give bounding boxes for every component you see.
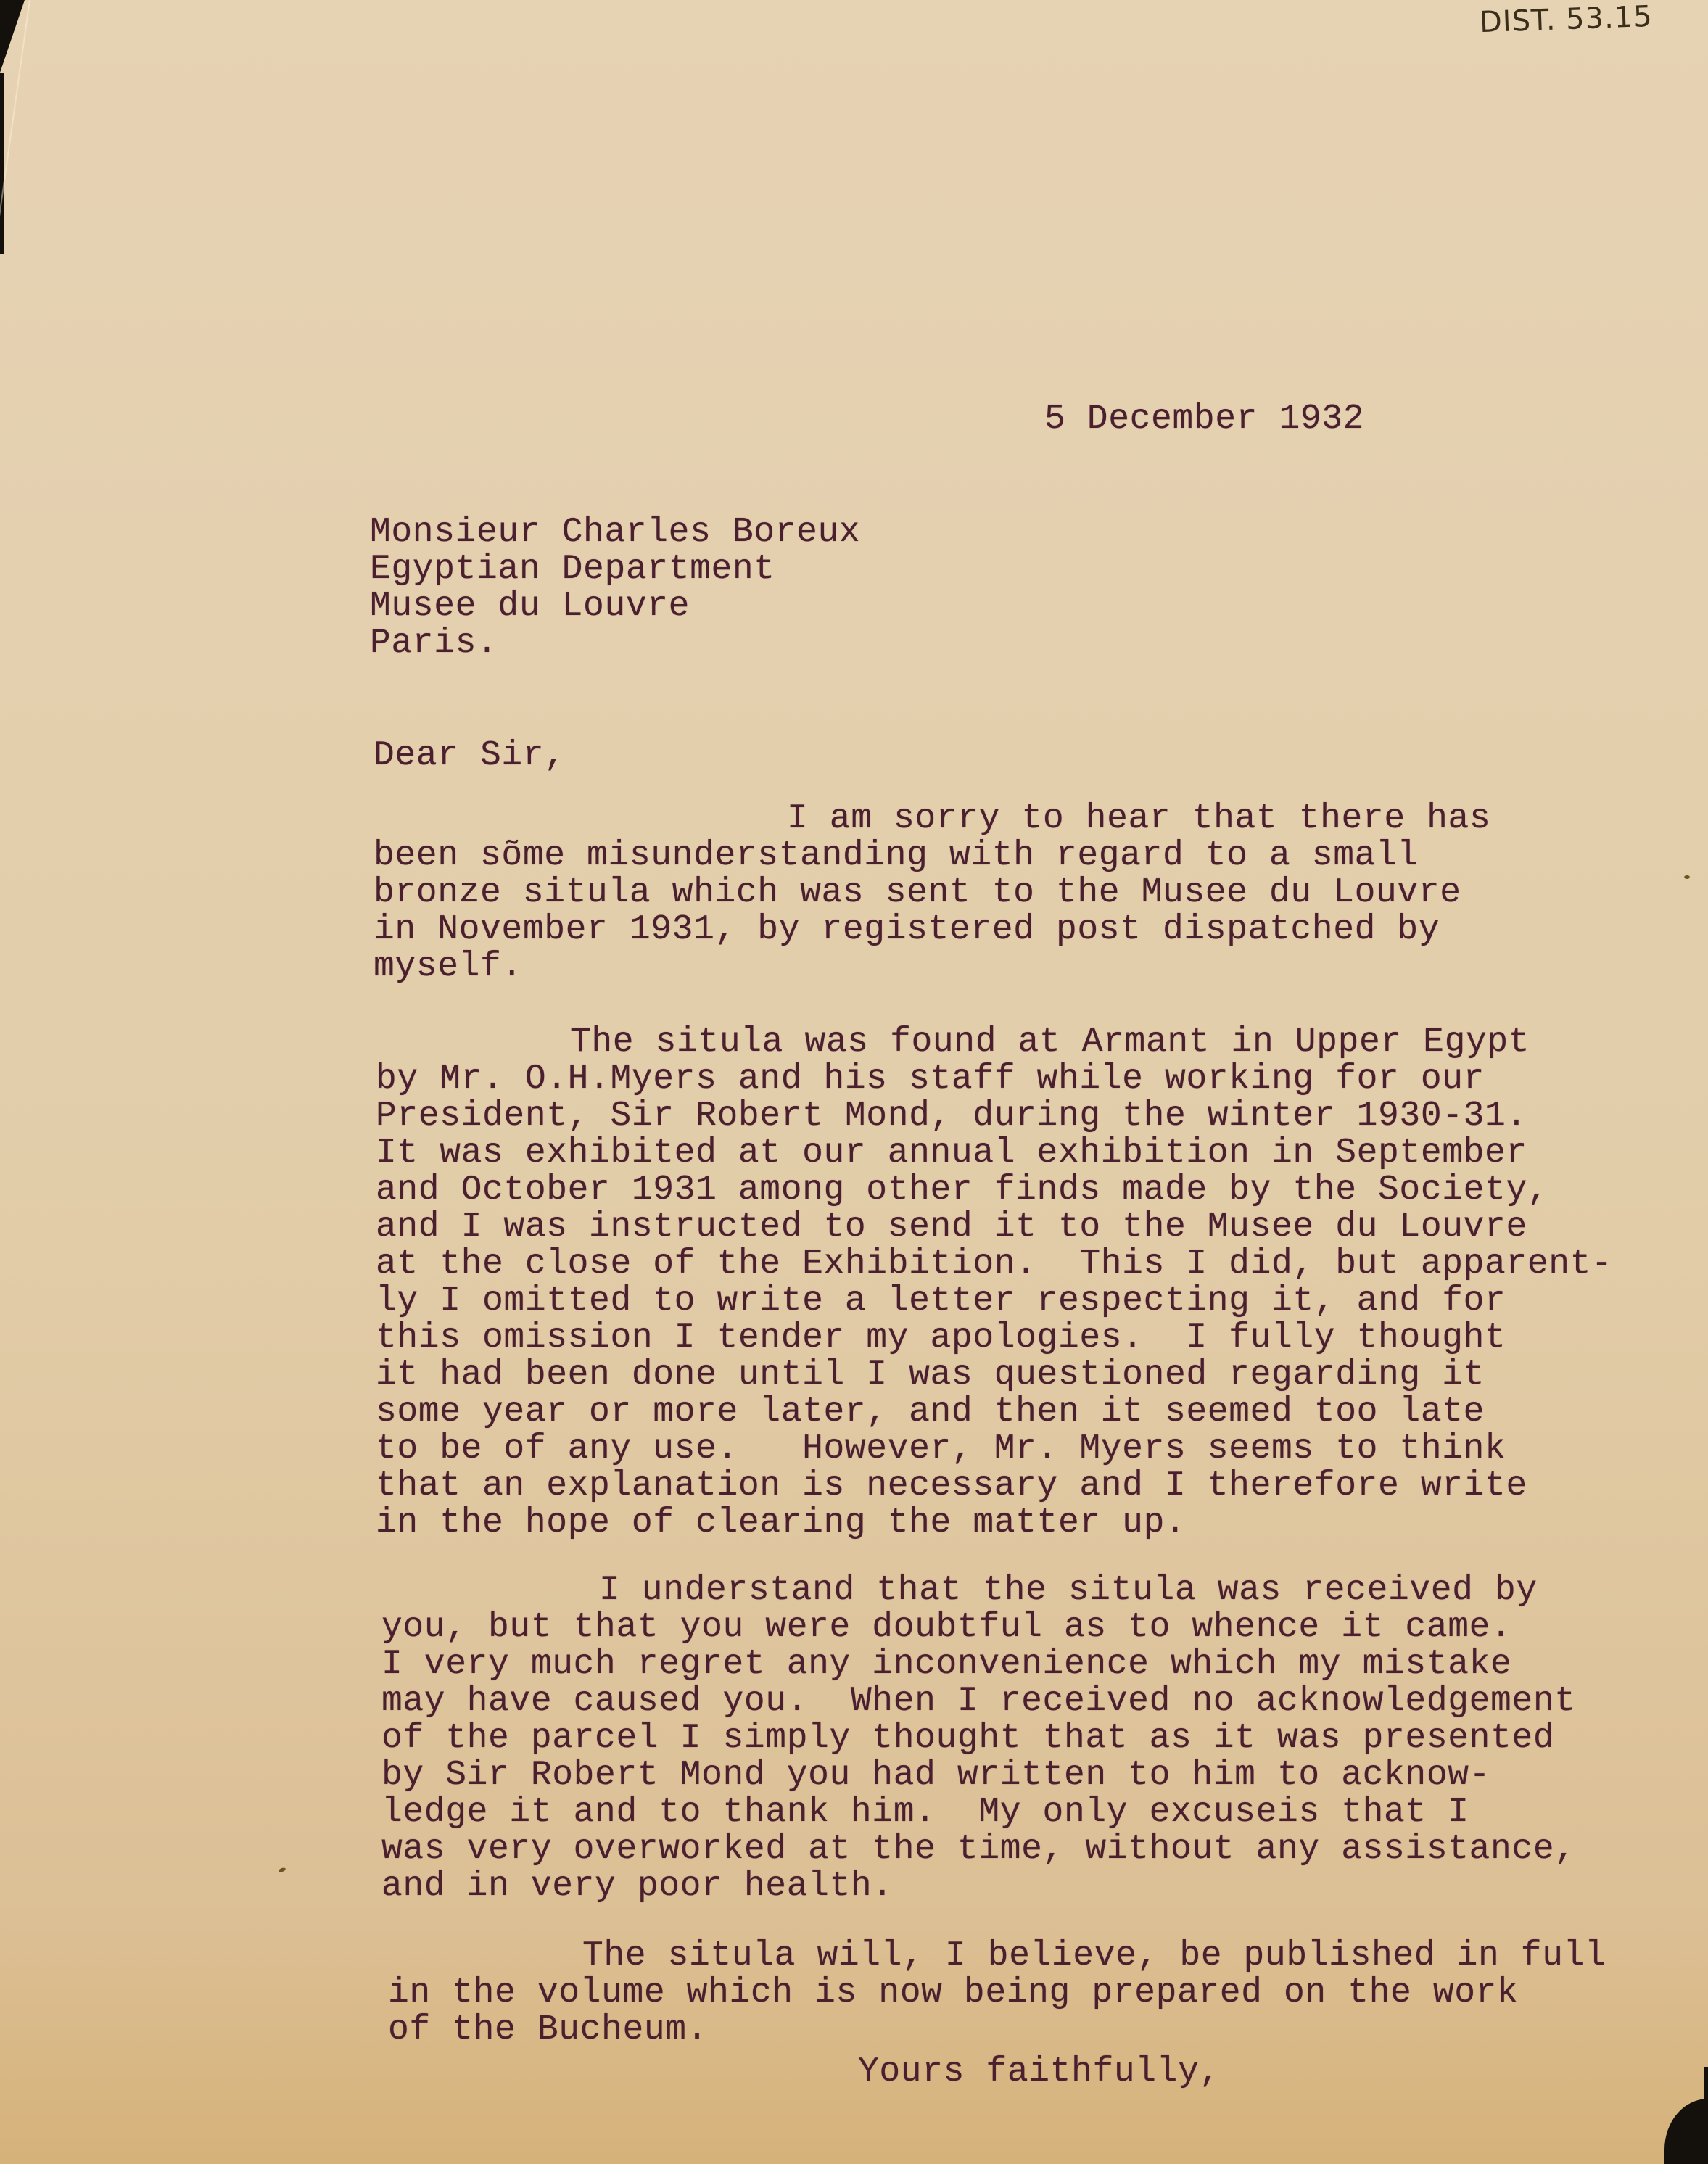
salutation: Dear Sir, <box>374 736 566 775</box>
recipient-address <box>370 514 860 662</box>
paragraph-line: in the volume which is now being prepared on the work <box>388 1973 1519 2012</box>
paragraph-line: in the hope of clearing the matter up. <box>376 1503 1187 1543</box>
paragraph-line: I very much regret any inconvenience which my mistake <box>381 1645 1512 1684</box>
paragraph-line: in November 1931, by registered post dispatched by <box>374 910 1440 949</box>
paragraph-line: and in very poor health. <box>381 1867 894 1906</box>
page-edge <box>1704 2067 1708 2103</box>
closing: Yours faithfully, <box>858 2052 1221 2091</box>
paragraph-line: President, Sir Robert Mond, during the winter 1930-31. <box>376 1097 1527 1136</box>
paragraph <box>374 801 1490 986</box>
paragraph-line: of the parcel I simply thought that as it was presented <box>381 1719 1555 1758</box>
paragraph <box>381 1572 1576 1905</box>
recipient-line: Musee du Louvre <box>370 587 690 626</box>
paragraph-line: ledge it and to thank him. My only excuseis that I <box>381 1793 1469 1832</box>
letter-date: 5 December 1932 <box>1044 400 1365 439</box>
paragraph-line: to be of any use. However, Mr. Myers seems to think <box>376 1429 1506 1469</box>
recipient-line: Egyptian Department <box>370 550 775 589</box>
paragraph-line: may have caused you. When I received no acknowledgement <box>381 1682 1576 1721</box>
recipient-line: Paris. <box>370 624 498 663</box>
ink-speck <box>1684 875 1690 879</box>
paragraph-line: been sõme misunderstanding with regard to a small <box>374 836 1419 875</box>
paragraph-line: that an explanation is necessary and I therefore write <box>376 1466 1527 1506</box>
paragraph-line: I am sorry to hear that there has <box>787 799 1491 838</box>
page-edge <box>0 73 4 254</box>
paragraph-line: I understand that the situla was received by <box>599 1571 1538 1610</box>
paragraph-line: by Sir Robert Mond you had written to him to acknow- <box>381 1756 1491 1795</box>
paragraph-line: some year or more later, and then it seemed too late <box>376 1392 1485 1432</box>
paragraph-line: bronze situla which was sent to the Musee du Louvre <box>374 873 1461 912</box>
paragraph-line: it had been done until I was questioned regarding it <box>376 1355 1485 1395</box>
paragraph-line: ly I omitted to write a letter respecting it, and for <box>376 1281 1506 1321</box>
paragraph-line: this omission I tender my apologies. I fully thought <box>376 1318 1506 1358</box>
paragraph-line: and I was instructed to send it to the Musee du Louvre <box>376 1207 1527 1247</box>
ink-speck <box>278 1867 286 1872</box>
paragraph-line: was very overworked at the time, without any assistance, <box>381 1830 1576 1869</box>
paragraph-line: It was exhibited at our annual exhibition in September <box>376 1133 1527 1173</box>
archive-mark: DIST. 53.15 <box>1479 0 1654 40</box>
paragraph-line: of the Bucheum. <box>388 2010 709 2049</box>
paragraph-line: you, but that you were doubtful as to whence it came. <box>381 1608 1512 1647</box>
paragraph-line: and October 1931 among other finds made by the Society, <box>376 1170 1549 1210</box>
paragraph <box>376 1024 1612 1542</box>
recipient-line: Monsieur Charles Boreux <box>370 513 861 552</box>
paragraph-line: The situla was found at Armant in Upper Egypt <box>570 1023 1530 1062</box>
torn-corner <box>1664 2099 1708 2164</box>
paragraph-line: at the close of the Exhibition. This I did, but apparent- <box>376 1244 1613 1284</box>
paragraph-line: by Mr. O.H.Myers and his staff while working for our <box>376 1060 1485 1099</box>
paragraph <box>388 1938 1606 2049</box>
paragraph-line: The situla will, I believe, be published in full <box>582 1936 1606 1975</box>
paragraph-line: myself. <box>374 947 523 986</box>
